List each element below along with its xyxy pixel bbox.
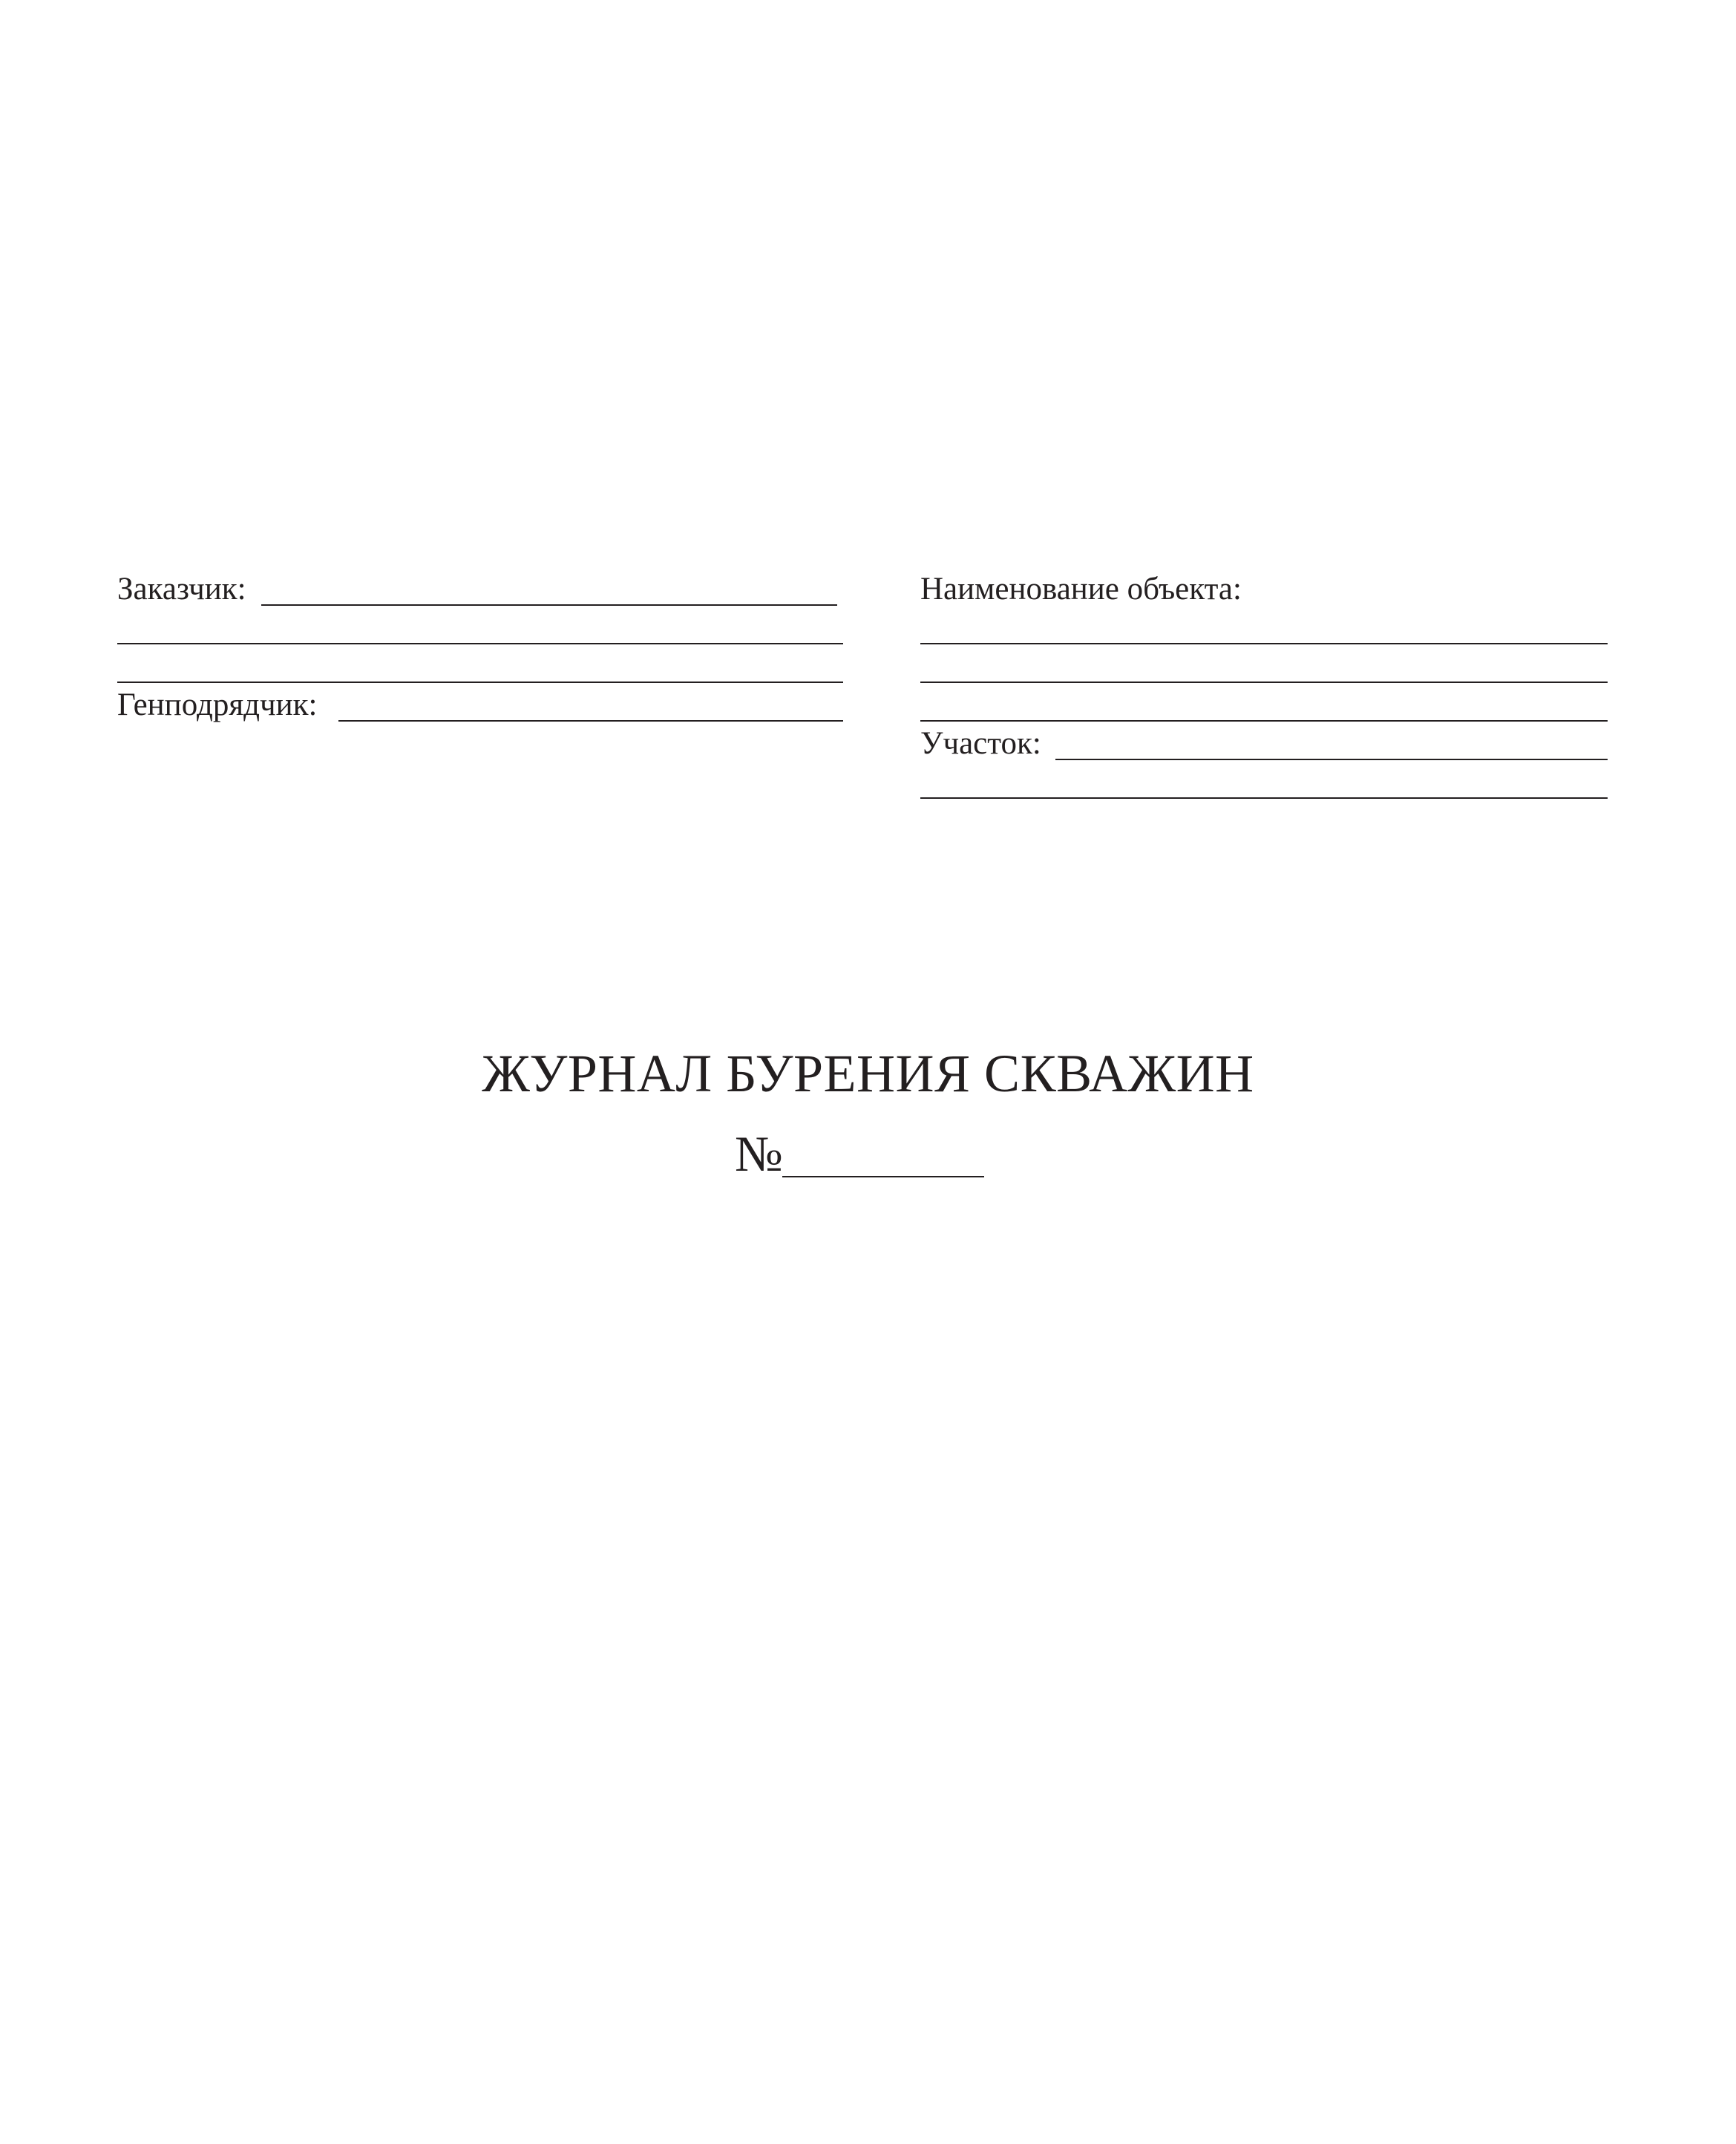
customer-field-line-3[interactable] — [117, 682, 843, 683]
customer-label: Заказчик: — [117, 572, 246, 607]
object-name-field-line-2[interactable] — [920, 682, 1608, 683]
object-name-field-line-3[interactable] — [920, 720, 1608, 722]
journal-number-field[interactable] — [782, 1176, 984, 1177]
customer-field-line-2[interactable] — [117, 643, 843, 644]
object-name-label: Наименование объекта: — [920, 572, 1242, 607]
section-field-line-2[interactable] — [920, 797, 1608, 799]
object-name-field-line-1[interactable] — [920, 643, 1608, 644]
customer-field[interactable] — [261, 604, 837, 606]
number-sign: № — [735, 1125, 783, 1182]
section-label: Участок: — [920, 726, 1041, 761]
general-contractor-label: Генподрядчик: — [117, 687, 318, 722]
document-title: ЖУРНАЛ БУРЕНИЯ СКВАЖИН — [482, 1044, 1254, 1103]
section-field[interactable] — [1055, 759, 1608, 760]
general-contractor-field[interactable] — [338, 720, 843, 722]
